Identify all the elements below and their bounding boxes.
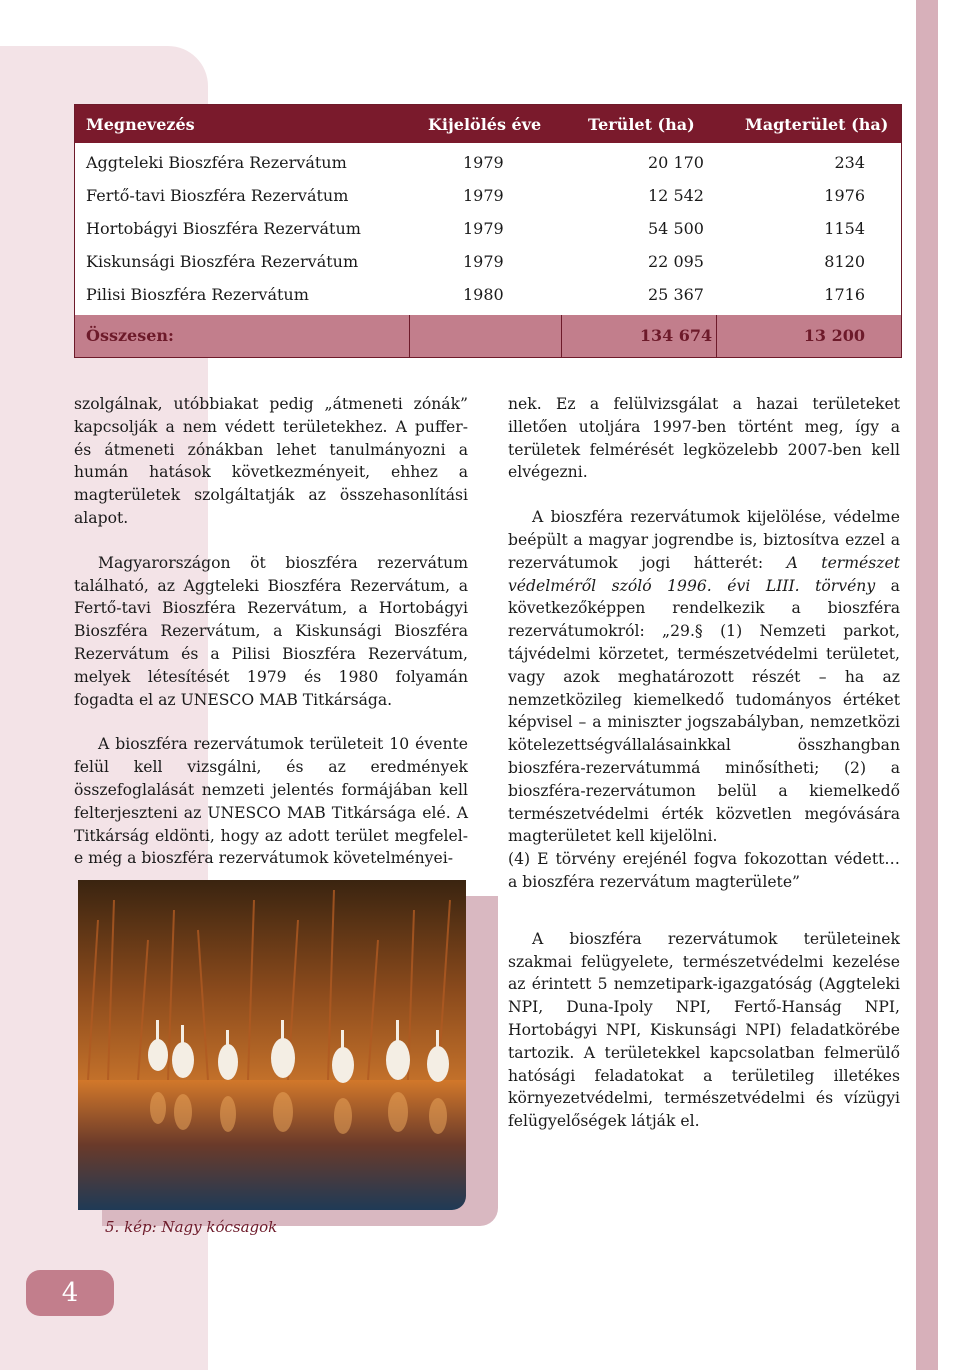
total-label: Összesen: (86, 326, 174, 345)
right-paragraph-1: nek. Ez a felülvizsgálat a hazai területeket illetően utoljára 1997-ben történt meg, így a területek felmérését legközelebb 2007-ben kell elvégezni. (508, 395, 900, 482)
decorative-right-strip (916, 0, 938, 1370)
cell-core: 1716 (824, 285, 865, 304)
cell-area: 20 170 (648, 153, 704, 172)
total-divider (409, 315, 410, 357)
cell-area: 54 500 (648, 219, 704, 238)
header-year: Kijelölés éve (428, 115, 542, 134)
photo-caption: 5. kép: Nagy kócsagok (105, 1218, 278, 1236)
table-row (75, 279, 901, 312)
left-paragraph-2: Magyarországon öt bioszféra rezervátum található, az Aggteleki Bioszféra Rezervátum, a Fertő-tavi Bioszféra Rezervátum, a Hortobágyi Bioszféra Rezervátum, a Kiskunsági Bioszféra Rezervátum és a Pilisi Bioszféra Rezervátum, melyek létesítését 1979 és 1980 folyamán fogadta el az UNESCO MAB Titkársága. (74, 553, 468, 709)
cell-name: Aggteleki Bioszféra Rezervátum (86, 153, 347, 172)
table-row (75, 246, 901, 279)
cell-area: 22 095 (648, 252, 704, 271)
total-core: 13 200 (803, 326, 865, 345)
table-row (75, 180, 901, 213)
table-row (75, 213, 901, 246)
right-paragraph-2 (508, 506, 900, 848)
paragraph-text: a következőképpen rendelkezik a bioszféra rezervátumokról: „29.§ (1) Nemzeti parkot, tájvédelmi körzetet, természetvédelmi területet, vagy azok meghatározott részét – ha az nemzetközileg kiemelkedő tudományos értéket képvisel – a miniszter jogszabályban, nemzetközi kötelezettségvállalásainkkal összhangban bioszféra-rezervátummá minősítheti; (2) a bioszféra-rezervátumon belül a kiemelkedő természetvédelmi érték közvetlen megóvására magterületet kell kijelölni. (508, 576, 900, 846)
header-core-area: Magterület (ha) (745, 115, 889, 134)
table-total-row (75, 315, 901, 357)
total-area: 134 674 (639, 326, 713, 345)
cell-core: 1976 (824, 186, 865, 205)
reserves-table (74, 104, 902, 358)
cell-year: 1979 (463, 252, 504, 271)
table-row (75, 147, 901, 180)
cell-name: Hortobágyi Bioszféra Rezervátum (86, 219, 361, 238)
table-header (75, 105, 901, 143)
cell-year: 1979 (463, 153, 504, 172)
law-title: A természet védelméről szóló 1996. évi LIII. törvény (508, 553, 900, 595)
cell-year: 1979 (463, 186, 504, 205)
cell-area: 25 367 (648, 285, 704, 304)
paragraph-text: A bioszféra rezervátumok kijelölése, védelme beépült a magyar jogrendbe is, biztosítva ezzel a rezervátumok jogi hátterét: (508, 508, 900, 572)
egrets-photo (78, 880, 466, 1210)
cell-year: 1980 (463, 285, 504, 304)
cell-core: 234 (834, 153, 865, 172)
total-divider (561, 315, 562, 357)
cell-name: Pilisi Bioszféra Rezervátum (86, 285, 309, 304)
cell-name: Fertő-tavi Bioszféra Rezervátum (86, 186, 349, 205)
right-paragraph-2-continued: (4) E törvény erejénél fogva fokozottan védett… a bioszféra rezervátum magterülete” (508, 850, 900, 891)
egrets-illustration (78, 880, 466, 1210)
cell-year: 1979 (463, 219, 504, 238)
cell-core: 1154 (824, 219, 865, 238)
left-paragraph-1: szolgálnak, utóbbiakat pedig „átmeneti zónák” kapcsolják a nem védett területekhez. A puffer- és átmeneti zónákban lehet tanulmányozni a humán hatások következményeit, ehhez a magterületek szolgáltatják az összehasonlítási alapot. (74, 395, 468, 527)
cell-core: 8120 (824, 252, 865, 271)
right-text-column (508, 393, 900, 1133)
cell-area: 12 542 (648, 186, 704, 205)
left-text-column (74, 393, 468, 870)
page-number: 4 (26, 1270, 114, 1316)
header-name: Megnevezés (86, 115, 195, 134)
right-paragraph-3: A bioszféra rezervátumok területeinek szakmai felügyelete, természetvédelmi kezelése az érintett 5 nemzetipark-igazgatóság (Aggteleki NPI, Duna-Ipoly NPI, Fertő-Hanság NPI, Hortobágyi NPI, Kiskunsági NPI) feladatkörébe tartozik. A területekkel kapcsolatban felmerülő hatósági feladatokat a területileg illetékes környezetvédelmi, természetvédelmi és vízügyi felügyelőségek látják el. (508, 929, 900, 1131)
cell-name: Kiskunsági Bioszféra Rezervátum (86, 252, 359, 271)
header-area: Terület (ha) (588, 115, 695, 134)
left-paragraph-3: A bioszféra rezervátumok területeit 10 évente felül kell vizsgálni, és az eredmények összefoglalását nemzeti jelentés formájában kell felterjeszteni az UNESCO MAB Titkársága elé. A Titkárság eldönti, hogy az adott terület megfelel-e még a bioszféra rezervátumok követelményei- (74, 735, 468, 868)
